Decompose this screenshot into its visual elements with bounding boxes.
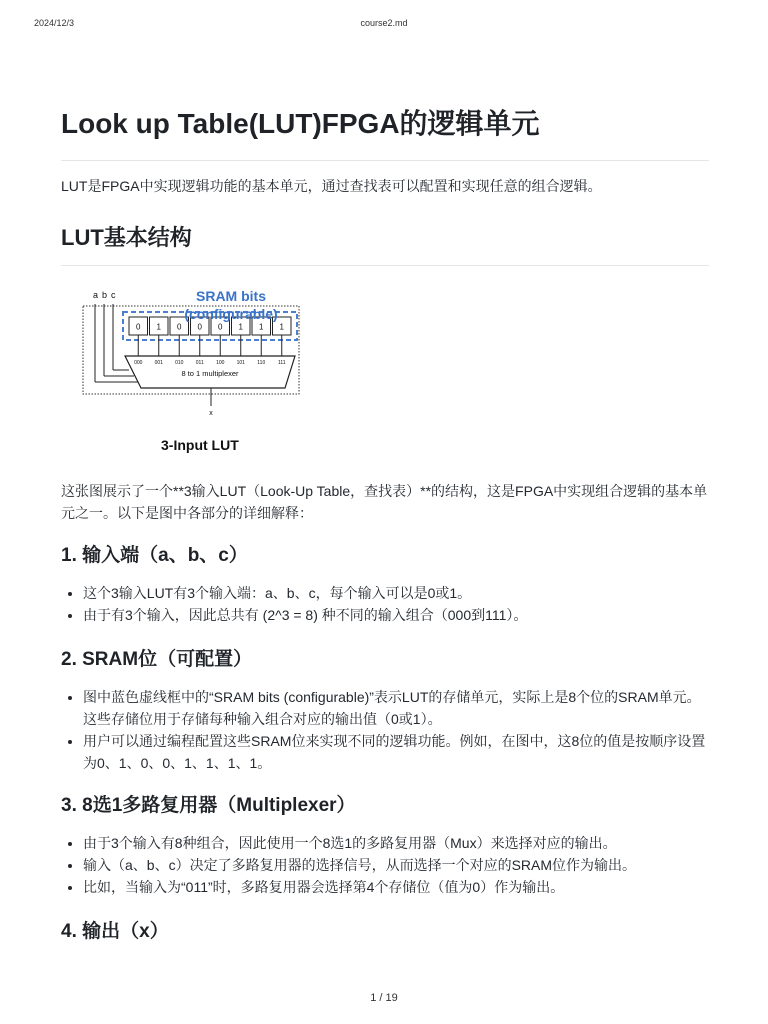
document-content bbox=[61, 104, 709, 946]
sram-bits-label bbox=[161, 287, 301, 323]
mux-address-label: 101 bbox=[236, 360, 245, 366]
list-item: • 比如，当输入为“011”时，多路复用器会选择第4个存储位（值为0）作为输出。 bbox=[83, 876, 709, 898]
page-title: Look up Table(LUT)FPGA的逻辑单元 bbox=[61, 104, 709, 161]
mux-label: 8 to 1 multiplexer bbox=[181, 369, 239, 378]
section-heading-mux: 3. 8选1多路复用器（Multiplexer） bbox=[61, 795, 356, 816]
sram-bit-value: 0 bbox=[177, 322, 182, 332]
page-number: 1 / 19 bbox=[370, 992, 398, 1004]
sram-bit-value: 0 bbox=[218, 322, 223, 332]
figure-caption: 3-Input LUT bbox=[161, 437, 239, 453]
section-heading-inputs: 1. 输入端（a、b、c） bbox=[61, 545, 248, 566]
print-date: 2024/12/3 bbox=[34, 18, 75, 28]
list-item: • 由于有3个输入，因此总共有 (2^3 = 8) 种不同的输入组合（000到111）。 bbox=[83, 604, 709, 626]
sram-bit-value: 0 bbox=[136, 322, 141, 332]
sram-bits-label-line1: SRAM bits bbox=[196, 288, 266, 304]
sram-bit-value: 1 bbox=[156, 322, 161, 332]
list-item: • 输入（a、b、c）决定了多路复用器的选择信号，从而选择一个对应的SRAM位作为输出。 bbox=[83, 854, 709, 876]
sram-list bbox=[61, 686, 709, 774]
section-heading-output: 4. 输出（x） bbox=[61, 921, 169, 942]
section-heading-sram: 2. SRAM位（可配置） bbox=[61, 649, 253, 670]
lut-diagram bbox=[81, 284, 301, 454]
section-heading-lut-structure: LUT基本结构 bbox=[61, 223, 709, 266]
mux-address-label: 011 bbox=[195, 360, 204, 366]
mux-address-label: 111 bbox=[277, 360, 286, 366]
inputs-list bbox=[61, 582, 709, 626]
input-label-a: a bbox=[93, 290, 99, 300]
mux-address-label: 110 bbox=[257, 360, 266, 366]
list-item: • 由于3个输入有8种组合，因此使用一个8选1的多路复用器（Mux）来选择对应的输出。 bbox=[83, 832, 709, 854]
list-item: • 图中蓝色虚线框中的“SRAM bits (configurable)”表示LUT的存储单元，实际上是8个位的SRAM单元。这些存储位用于存储每种输入组合对应的输出值（0或1）。 bbox=[83, 686, 709, 730]
input-label-b: b bbox=[102, 290, 108, 300]
sram-bit-value: 1 bbox=[279, 322, 284, 332]
print-filename: course2.md bbox=[360, 18, 408, 28]
mux-address-label: 000 bbox=[134, 360, 143, 366]
mux-list bbox=[61, 832, 709, 898]
bit-lines bbox=[138, 335, 282, 356]
print-header bbox=[0, 18, 768, 32]
mux-address-label: 100 bbox=[216, 360, 225, 366]
sram-bit-value: 1 bbox=[259, 322, 264, 332]
intro-paragraph: LUT是FPGA中实现逻辑功能的基本单元，通过查找表可以配置和实现任意的组合逻辑。 bbox=[61, 178, 602, 194]
sram-bit-value: 0 bbox=[197, 322, 202, 332]
input-label-c: c bbox=[111, 290, 116, 300]
list-item: • 这个3输入LUT有3个输入端：a、b、c，每个输入可以是0或1。 bbox=[83, 582, 709, 604]
sram-bits-label-line2: (configurable) bbox=[184, 306, 278, 322]
mux-address-label: 001 bbox=[154, 360, 163, 366]
sram-bit-value: 1 bbox=[238, 322, 243, 332]
output-label: x bbox=[209, 410, 213, 417]
list-item: • 用户可以通过编程配置这些SRAM位来实现不同的逻辑功能。例如，在图中，这8位的值是按顺序设置为0、1、0、0、1、1、1、1。 bbox=[83, 730, 709, 774]
figure-description: 这张图展示了一个**3输入LUT（Look-Up Table，查找表）**的结构，这是FPGA中实现组合逻辑的基本单元之一。以下是图中各部分的详细解释： bbox=[61, 483, 708, 521]
mux-address-label: 010 bbox=[175, 360, 184, 366]
